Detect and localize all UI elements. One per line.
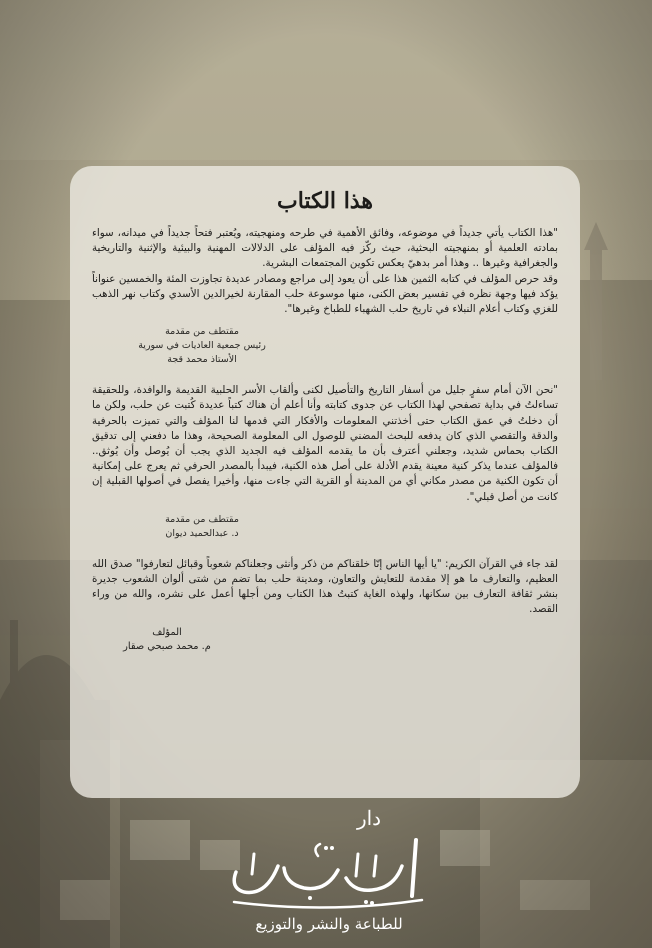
- intro-attribution: [92, 325, 312, 367]
- second-paragraph: "نحن الآن أمام سفرٍ جليل من أسفار التاريخ والتأصيل لكنى وألقاب الأسر الحلبية القديمة والوافدة، وللحقيقة تساءلتُ في بداية تصفحي لهذا الكتاب عن جدوى كتابته وأنا أعلم أن هناك كتباً عديدة كُتبت عن حلب، ولكن ما أن دخلتُ في عمق الكتاب حتى أخذتني المعلومات والأفكار التي قدمها لنا المؤلف والتي تميزت بالحرفية والدقة والتقصي الذي كان يدفعه للبحث المضني للوصول الى المعلومة الصحيحة، وهذا ما دفعني إلى تدقيق الكتاب بحماس شديد، وجعلني أعترف بأن ما يقدمه المؤلف فيه الجديد الذي يجب أن يُوصل وأن يُوثق.. فالمؤلف عندما يذكر كنية معينة يقدم الأدلة على أصل هذه الكنية، فيبدأ بالمصدر الحرفي ثم يعرج على إمكانية أن تكون الكنية من مصدر مكاني أي من المدينة أو القرية التي جاءت منها، وأخيرا يفصل في أصولها القبلية إن كانت من أصل قبلي".: [92, 384, 558, 503]
- intro-author: الأستاذ محمد قجة: [167, 354, 237, 366]
- publisher-tagline: للطباعة والنشر والتوزيع: [255, 915, 403, 933]
- second-source: مقتطف من مقدمة: [165, 513, 239, 525]
- publisher-logo: [226, 806, 432, 938]
- closing-role: المؤلف: [152, 626, 182, 638]
- publisher-calligraphy-logo: [226, 826, 432, 914]
- closing-signature: [92, 626, 242, 654]
- intro-paragraph: "هذا الكتاب يأتي جديداً في موضوعه، وفائق الأهمية في طرحه ومنهجيته، ويُعتبر فتحاً جديداً في ميدانه، سواء بمادته العلمية أو بمنهجيته البحثية، حيث ركّز فيه المؤلف على الدلالات المهنية والبيئية والإثنية والتاريخية والجغرافية وغيرها .. وهذا أمر بدهيّ يعكس تكوين المجتمعات البشرية.: [92, 227, 558, 270]
- second-author: د. عبدالحميد ديوان: [165, 527, 239, 539]
- intro-paragraph-2: وقد حرص المؤلف في كتابه الثمين هذا على أن يعود إلى مراجع ومصادر عديدة تجاوزت المئة والخمسين عنواناً يؤكد فيها وجهة نظره في تفسير بعض الكنى، منها موسوعة حلب المقارنة لخيرالدين الأسدي وكتاب نهر الذهب للغزي وكتاب أعلام النبلاء في تاريخ حلب الشهباء للطباخ وغيرها".: [92, 272, 558, 316]
- intro-role: رئيس جمعية العاديات في سورية: [138, 340, 266, 352]
- intro-source: مقتطف من مقدمة: [165, 326, 239, 338]
- page-title: هذا الكتاب: [277, 188, 373, 214]
- publisher-dar: دار: [356, 806, 382, 830]
- second-attribution: [92, 513, 312, 541]
- closing-paragraph: لقد جاء في القرآن الكريم: "يا أيها الناس إنّا خلقناكم من ذكر وأنثى وجعلناكم شعوباً وقبائل لتعارفوا" صدق الله العظيم، والتعارف ما هو إلا مقدمة للتعايش والتعاون، ومدينة حلب بما تضم من شتى ألوان الشعوب جديرة بنشر ثقافة التعارف بين سكانها، ولهذه الغاية كتبتُ هذا الكتاب ومن أجلها أعمل على نشره، والله من وراء القصد.: [92, 557, 558, 616]
- closing-author: م. محمد صبحي صقار: [123, 640, 211, 652]
- book-description-card: [70, 166, 580, 798]
